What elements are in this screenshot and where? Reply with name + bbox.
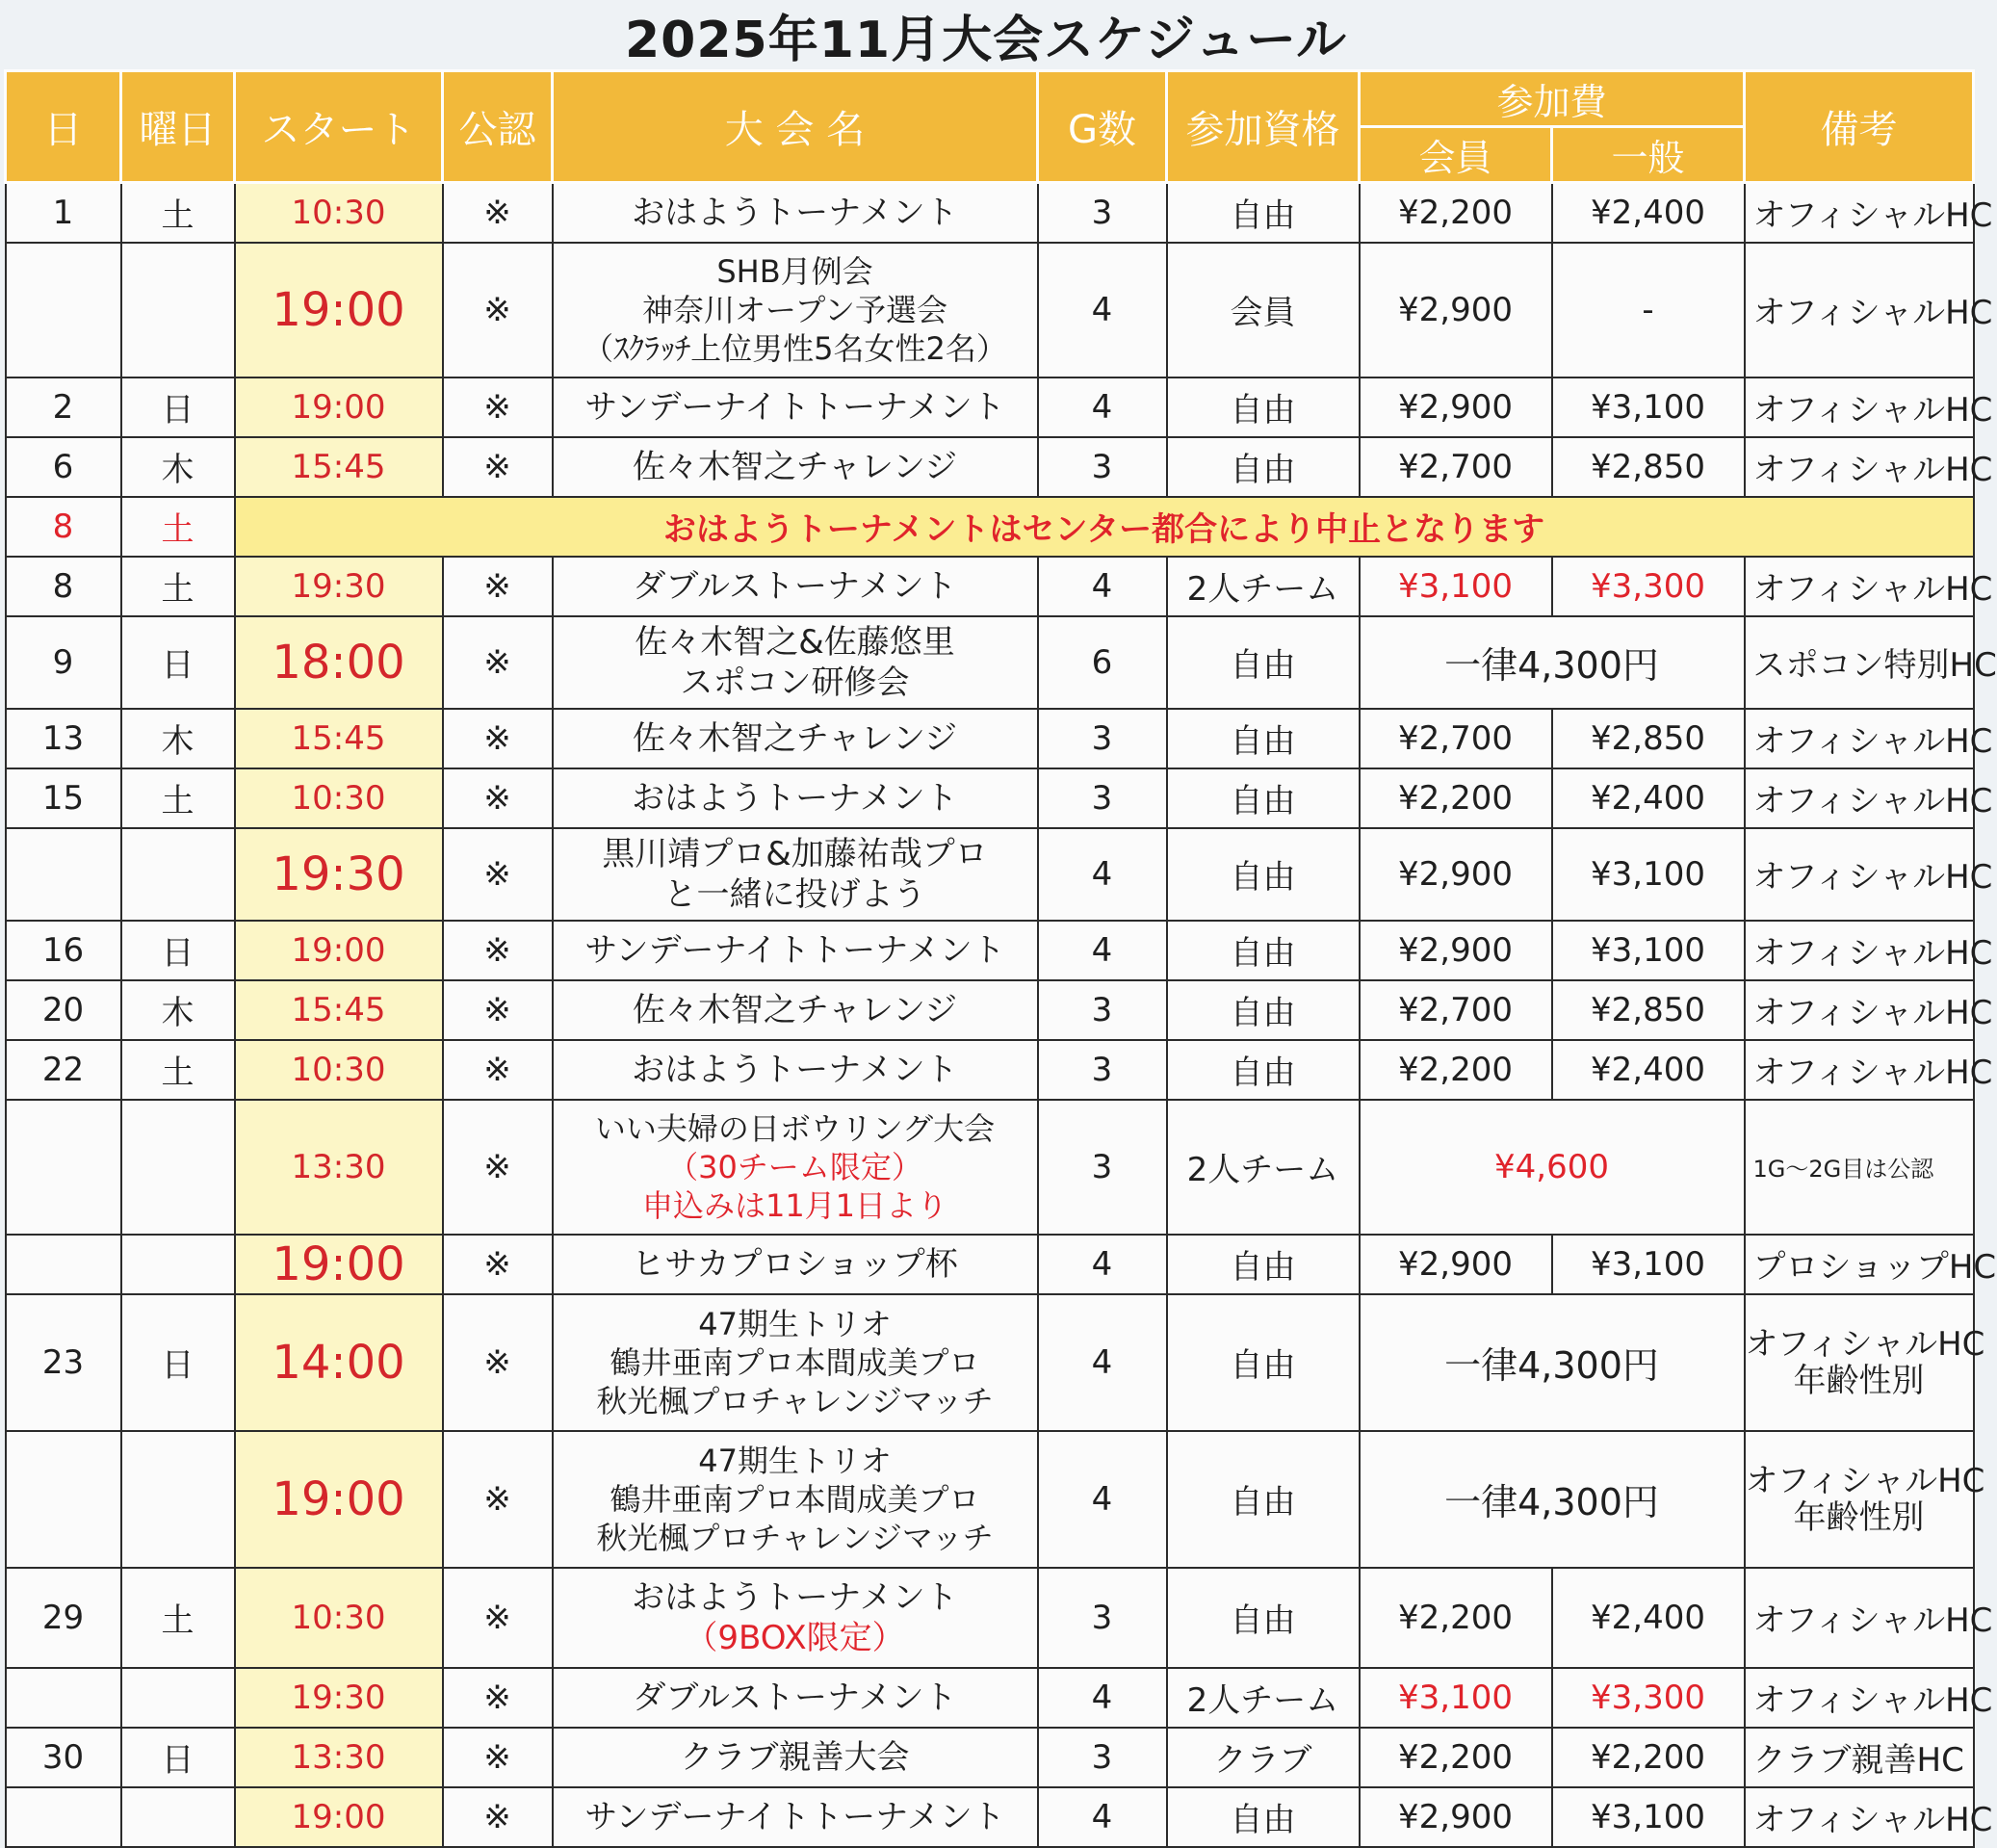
tournament-name-cell: [553, 768, 1038, 828]
note-cell: [1745, 921, 1993, 980]
weekday-cell: 木: [121, 437, 235, 497]
table-row: [6, 1728, 1974, 1787]
fee-general-cell: ¥3,300: [1552, 557, 1745, 616]
tournament-name-line: 秋光楓プロチャレンジマッチ: [596, 1519, 994, 1556]
tournament-name-cell: [553, 1787, 1038, 1847]
note-line: オフィシャルHC: [1752, 722, 1993, 761]
day-cell: 15: [6, 768, 121, 828]
games-cell: 3: [1038, 768, 1167, 828]
eligibility-cell: 2人チーム: [1167, 1668, 1360, 1728]
header-name: 大 会 名: [553, 71, 1038, 183]
games-cell: 3: [1038, 183, 1167, 243]
fee-flat-cell: 一律4,300円: [1360, 1294, 1745, 1431]
note-cell: [1745, 1787, 1993, 1847]
fee-general-cell: -: [1552, 243, 1745, 377]
eligibility-cell: 自由: [1167, 980, 1360, 1040]
games-cell: 4: [1038, 377, 1167, 437]
tournament-name-line: クラブ親善大会: [680, 1737, 910, 1777]
day-cell: [6, 1431, 121, 1568]
eligibility-cell: 自由: [1167, 1568, 1360, 1668]
fee-member-cell: ¥2,200: [1360, 1568, 1552, 1668]
day-cell: 29: [6, 1568, 121, 1668]
start-time-cell: 10:30: [235, 1040, 443, 1100]
tournament-name-line: 鶴井亜南プロ本間成美プロ: [609, 1480, 980, 1518]
eligibility-cell: 自由: [1167, 377, 1360, 437]
tournament-name-line: 佐々木智之チャレンジ: [632, 447, 958, 486]
note-line: オフィシャルHC: [1745, 1324, 1985, 1364]
games-cell: 4: [1038, 1431, 1167, 1568]
note-line: クラブ親善HC: [1752, 1741, 1964, 1780]
eligibility-cell: クラブ: [1167, 1728, 1360, 1787]
eligibility-cell: 2人チーム: [1167, 557, 1360, 616]
eligibility-cell: 会員: [1167, 243, 1360, 377]
header-start: スタート: [235, 71, 443, 183]
table-row: [6, 709, 1974, 768]
tournament-name-cell: [553, 1431, 1038, 1568]
fee-member-cell: ¥2,200: [1360, 768, 1552, 828]
table-row: [6, 1100, 1974, 1235]
start-time-cell: 19:00: [235, 921, 443, 980]
tournament-name-cell: [553, 1100, 1038, 1235]
eligibility-cell: 2人チーム: [1167, 1100, 1360, 1235]
games-cell: 4: [1038, 1235, 1167, 1294]
fee-general-cell: ¥2,850: [1552, 709, 1745, 768]
official-mark-cell: ※: [443, 768, 553, 828]
tournament-name-cell: [553, 980, 1038, 1040]
tournament-name-line: 秋光楓プロチャレンジマッチ: [596, 1382, 994, 1419]
tournament-name-line: 申込みは11月1日より: [641, 1186, 948, 1224]
games-cell: 3: [1038, 1040, 1167, 1100]
eligibility-cell: 自由: [1167, 1431, 1360, 1568]
start-time-cell: 10:30: [235, 768, 443, 828]
official-mark-cell: ※: [443, 243, 553, 377]
tournament-name-cell: [553, 557, 1038, 616]
games-cell: 4: [1038, 1787, 1167, 1847]
day-cell: [6, 1668, 121, 1728]
official-mark-cell: ※: [443, 377, 553, 437]
table-row: [6, 437, 1974, 497]
tournament-name-cell: [553, 1668, 1038, 1728]
note-line: オフィシャルHC: [1752, 1681, 1993, 1720]
schedule-table: [4, 69, 1997, 1848]
note-line: オフィシャルHC: [1752, 294, 1993, 332]
tournament-name-line: 神奈川オープン予選会: [641, 291, 948, 328]
day-cell: 2: [6, 377, 121, 437]
weekday-cell: 日: [121, 921, 235, 980]
start-time-cell: 15:45: [235, 709, 443, 768]
fee-general-cell: ¥2,400: [1552, 1568, 1745, 1668]
weekday-cell: 土: [121, 497, 235, 557]
fee-member-cell: ¥2,900: [1360, 921, 1552, 980]
start-time-cell: 19:30: [235, 1668, 443, 1728]
tournament-name-line: サンデーナイトトーナメント: [584, 930, 1005, 970]
official-mark-cell: ※: [443, 1040, 553, 1100]
official-mark-cell: ※: [443, 1100, 553, 1235]
day-cell: 20: [6, 980, 121, 1040]
tournament-name-line: 佐々木智之&佐藤悠里: [635, 622, 955, 662]
table-row: [6, 1787, 1974, 1847]
note-line: オフィシャルHC: [1752, 196, 1993, 236]
note-line: オフィシャルHC: [1752, 782, 1993, 820]
official-mark-cell: ※: [443, 1668, 553, 1728]
tournament-name-line: と一緒に投げよう: [663, 874, 926, 914]
note-cell: [1745, 1568, 1993, 1668]
note-cell: [1745, 828, 1993, 921]
eligibility-cell: 自由: [1167, 1235, 1360, 1294]
day-cell: 16: [6, 921, 121, 980]
official-mark-cell: ※: [443, 921, 553, 980]
table-row: [6, 497, 1974, 557]
day-cell: 8: [6, 497, 121, 557]
start-time-cell: 19:00: [235, 243, 443, 377]
official-mark-cell: ※: [443, 616, 553, 709]
weekday-cell: 日: [121, 616, 235, 709]
tournament-name-line: （ｽｸﾗｯﾁ上位男性5名女性2名）: [583, 329, 1007, 367]
tournament-name-line: （30チーム限定）: [667, 1148, 922, 1185]
tournament-name-cell: [553, 377, 1038, 437]
note-line: オフィシャルHC: [1752, 934, 1993, 973]
fee-flat-cell: ¥4,600: [1360, 1100, 1745, 1235]
cancel-notice: おはようトーナメントはセンター都合により中止となります: [235, 497, 1974, 557]
official-mark-cell: ※: [443, 437, 553, 497]
table-row: [6, 557, 1974, 616]
weekday-cell: [121, 1787, 235, 1847]
fee-member-cell: ¥2,900: [1360, 377, 1552, 437]
note-cell: [1745, 768, 1993, 828]
tournament-name-line: 47期生トリオ: [698, 1305, 892, 1342]
fee-member-cell: ¥2,700: [1360, 437, 1552, 497]
official-mark-cell: ※: [443, 1728, 553, 1787]
eligibility-cell: 自由: [1167, 1294, 1360, 1431]
day-cell: 6: [6, 437, 121, 497]
note-cell: [1745, 1235, 1997, 1294]
day-cell: 30: [6, 1728, 121, 1787]
day-cell: 13: [6, 709, 121, 768]
fee-general-cell: ¥3,300: [1552, 1668, 1745, 1728]
header-fee-member: 会員: [1360, 127, 1552, 183]
weekday-cell: 日: [121, 1294, 235, 1431]
eligibility-cell: 自由: [1167, 1787, 1360, 1847]
eligibility-cell: 自由: [1167, 768, 1360, 828]
note-cell: [1745, 980, 1993, 1040]
header-fee-general: 一般: [1552, 127, 1745, 183]
note-line: オフィシャルHC: [1752, 1801, 1993, 1839]
note-line: オフィシャルHC: [1752, 858, 1993, 897]
header-fee: 参加費: [1360, 71, 1745, 127]
day-cell: [6, 1235, 121, 1294]
note-line: 年齢性別: [1793, 1361, 1925, 1400]
games-cell: 4: [1038, 921, 1167, 980]
tournament-name-line: 黒川靖プロ&加藤祐哉プロ: [602, 834, 988, 873]
games-cell: 4: [1038, 557, 1167, 616]
note-line: オフィシャルHC: [1752, 451, 1993, 489]
start-time-cell: 10:30: [235, 183, 443, 243]
note-cell: [1745, 1040, 1993, 1100]
fee-general-cell: ¥3,100: [1552, 377, 1745, 437]
official-mark-cell: ※: [443, 980, 553, 1040]
note-line: プロショップHC: [1752, 1248, 1997, 1287]
weekday-cell: [121, 1668, 235, 1728]
fee-member-cell: ¥2,200: [1360, 1728, 1552, 1787]
start-time-cell: 19:30: [235, 828, 443, 921]
games-cell: 3: [1038, 1100, 1167, 1235]
tournament-name-line: 鶴井亜南プロ本間成美プロ: [609, 1343, 980, 1381]
fee-member-cell: ¥2,200: [1360, 183, 1552, 243]
day-cell: [6, 243, 121, 377]
table-row: [6, 377, 1974, 437]
header-weekday: 曜日: [121, 71, 235, 183]
weekday-cell: 土: [121, 183, 235, 243]
note-cell: [1745, 437, 1993, 497]
note-line: オフィシャルHC: [1752, 1054, 1993, 1092]
fee-member-cell: ¥2,900: [1360, 1787, 1552, 1847]
official-mark-cell: ※: [443, 557, 553, 616]
start-time-cell: 19:00: [235, 1787, 443, 1847]
table-row: [6, 1294, 1974, 1431]
day-cell: 23: [6, 1294, 121, 1431]
fee-member-cell: ¥2,900: [1360, 243, 1552, 377]
table-row: [6, 768, 1974, 828]
tournament-name-cell: [553, 921, 1038, 980]
weekday-cell: [121, 1431, 235, 1568]
games-cell: 3: [1038, 709, 1167, 768]
weekday-cell: 木: [121, 709, 235, 768]
tournament-name-line: おはようトーナメント: [632, 193, 958, 232]
fee-flat-cell: 一律4,300円: [1360, 1431, 1745, 1568]
tournament-name-cell: [553, 243, 1038, 377]
table-row: [6, 1568, 1974, 1668]
note-line: スポコン特別HC: [1752, 646, 1997, 685]
note-line: オフィシャルHC: [1752, 994, 1993, 1032]
tournament-name-line: （9BOX限定）: [685, 1618, 905, 1657]
day-cell: [6, 1787, 121, 1847]
start-time-cell: 13:30: [235, 1100, 443, 1235]
tournament-name-cell: [553, 1568, 1038, 1668]
eligibility-cell: 自由: [1167, 1040, 1360, 1100]
day-cell: 1: [6, 183, 121, 243]
tournament-name-line: ダブルストーナメント: [633, 566, 957, 606]
start-time-cell: 19:00: [235, 1235, 443, 1294]
note-cell: [1745, 243, 1993, 377]
tournament-name-line: 佐々木智之チャレンジ: [632, 990, 958, 1029]
games-cell: 3: [1038, 1568, 1167, 1668]
tournament-name-line: SHB月例会: [716, 252, 873, 290]
fee-general-cell: ¥2,850: [1552, 437, 1745, 497]
table-row: [6, 183, 1974, 243]
note-cell: [1745, 709, 1993, 768]
fee-member-cell: ¥2,900: [1360, 1235, 1552, 1294]
official-mark-cell: ※: [443, 1235, 553, 1294]
table-row: [6, 828, 1974, 921]
note-cell: [1745, 1728, 1974, 1787]
day-cell: [6, 828, 121, 921]
note-line: オフィシャルHC: [1752, 391, 1993, 429]
weekday-cell: 日: [121, 1728, 235, 1787]
weekday-cell: [121, 1235, 235, 1294]
table-row: [6, 1431, 1974, 1568]
tournament-name-line: サンデーナイトトーナメント: [584, 387, 1005, 427]
start-time-cell: 15:45: [235, 437, 443, 497]
header-note: 備考: [1745, 71, 1974, 183]
tournament-name-line: おはようトーナメント: [632, 778, 958, 818]
eligibility-cell: 自由: [1167, 921, 1360, 980]
start-time-cell: 19:00: [235, 377, 443, 437]
note-cell: [1745, 1100, 1974, 1235]
weekday-cell: 日: [121, 377, 235, 437]
start-time-cell: 14:00: [235, 1294, 443, 1431]
tournament-name-cell: [553, 828, 1038, 921]
note-cell: [1745, 1668, 1993, 1728]
note-cell: [1745, 616, 1997, 709]
tournament-name-cell: [553, 1235, 1038, 1294]
tournament-name-cell: [553, 616, 1038, 709]
tournament-name-line: サンデーナイトトーナメント: [584, 1797, 1005, 1836]
header-games: G数: [1038, 71, 1167, 183]
start-time-cell: 15:45: [235, 980, 443, 1040]
fee-general-cell: ¥2,400: [1552, 183, 1745, 243]
day-cell: 8: [6, 557, 121, 616]
eligibility-cell: 自由: [1167, 183, 1360, 243]
tournament-name-line: いい夫婦の日ボウリング大会: [594, 1109, 996, 1147]
start-time-cell: 10:30: [235, 1568, 443, 1668]
fee-general-cell: ¥2,400: [1552, 1040, 1745, 1100]
tournament-name-line: ヒサカプロショップ杯: [632, 1244, 958, 1284]
games-cell: 3: [1038, 980, 1167, 1040]
eligibility-cell: 自由: [1167, 709, 1360, 768]
note-line: 1G～2G目は公認: [1752, 1156, 1934, 1183]
note-line: オフィシャルHC: [1745, 1461, 1985, 1500]
table-row: [6, 1668, 1974, 1728]
table-row: [6, 1040, 1974, 1100]
weekday-cell: [121, 243, 235, 377]
fee-member-cell: ¥2,700: [1360, 709, 1552, 768]
games-cell: 3: [1038, 1728, 1167, 1787]
official-mark-cell: ※: [443, 828, 553, 921]
weekday-cell: 土: [121, 1568, 235, 1668]
weekday-cell: 木: [121, 980, 235, 1040]
day-cell: [6, 1100, 121, 1235]
fee-general-cell: ¥2,200: [1552, 1728, 1745, 1787]
table-row: [6, 1235, 1974, 1294]
note-cell: [1745, 557, 1993, 616]
weekday-cell: 土: [121, 768, 235, 828]
fee-flat-cell: 一律4,300円: [1360, 616, 1745, 709]
fee-member-cell: ¥2,200: [1360, 1040, 1552, 1100]
note-line: 年齢性別: [1793, 1497, 1925, 1537]
tournament-name-line: おはようトーナメント: [632, 1577, 958, 1617]
eligibility-cell: 自由: [1167, 616, 1360, 709]
fee-member-cell: ¥3,100: [1360, 1668, 1552, 1728]
table-row: [6, 921, 1974, 980]
note-cell: [1745, 183, 1993, 243]
note-cell: [1745, 377, 1993, 437]
note-line: オフィシャルHC: [1752, 1601, 1993, 1640]
fee-general-cell: ¥3,100: [1552, 1235, 1745, 1294]
eligibility-cell: 自由: [1167, 828, 1360, 921]
tournament-name-line: スポコン研修会: [680, 663, 910, 702]
fee-general-cell: ¥2,850: [1552, 980, 1745, 1040]
official-mark-cell: ※: [443, 1568, 553, 1668]
note-cell: [1745, 1431, 1985, 1568]
games-cell: 4: [1038, 828, 1167, 921]
table-row: [6, 980, 1974, 1040]
tournament-name-line: ダブルストーナメント: [633, 1678, 957, 1717]
tournament-name-cell: [553, 437, 1038, 497]
official-mark-cell: ※: [443, 1294, 553, 1431]
fee-member-cell: ¥2,700: [1360, 980, 1552, 1040]
weekday-cell: [121, 1100, 235, 1235]
games-cell: 4: [1038, 1668, 1167, 1728]
day-cell: 22: [6, 1040, 121, 1100]
fee-general-cell: ¥3,100: [1552, 921, 1745, 980]
tournament-name-line: 佐々木智之チャレンジ: [632, 718, 958, 758]
tournament-name-cell: [553, 1294, 1038, 1431]
tournament-name-cell: [553, 1728, 1038, 1787]
note-line: オフィシャルHC: [1752, 570, 1993, 609]
games-cell: 4: [1038, 1294, 1167, 1431]
tournament-name-cell: [553, 183, 1038, 243]
start-time-cell: 18:00: [235, 616, 443, 709]
tournament-name-line: 47期生トリオ: [698, 1442, 892, 1479]
fee-member-cell: ¥3,100: [1360, 557, 1552, 616]
fee-general-cell: ¥3,100: [1552, 828, 1745, 921]
header-official: 公認: [443, 71, 553, 183]
tournament-name-cell: [553, 709, 1038, 768]
day-cell: 9: [6, 616, 121, 709]
start-time-cell: 19:30: [235, 557, 443, 616]
games-cell: 4: [1038, 243, 1167, 377]
weekday-cell: 土: [121, 557, 235, 616]
table-row: [6, 616, 1974, 709]
header-eligibility: 参加資格: [1167, 71, 1360, 183]
table-row: [6, 243, 1974, 377]
games-cell: 6: [1038, 616, 1167, 709]
tournament-name-line: おはようトーナメント: [632, 1050, 958, 1089]
weekday-cell: 土: [121, 1040, 235, 1100]
official-mark-cell: ※: [443, 1787, 553, 1847]
tournament-name-cell: [553, 1040, 1038, 1100]
official-mark-cell: ※: [443, 709, 553, 768]
fee-general-cell: ¥2,400: [1552, 768, 1745, 828]
weekday-cell: [121, 828, 235, 921]
fee-general-cell: ¥3,100: [1552, 1787, 1745, 1847]
games-cell: 3: [1038, 437, 1167, 497]
fee-member-cell: ¥2,900: [1360, 828, 1552, 921]
start-time-cell: 19:00: [235, 1431, 443, 1568]
eligibility-cell: 自由: [1167, 437, 1360, 497]
official-mark-cell: ※: [443, 183, 553, 243]
start-time-cell: 13:30: [235, 1728, 443, 1787]
header-day: 日: [6, 71, 121, 183]
note-cell: [1745, 1294, 1985, 1431]
official-mark-cell: ※: [443, 1431, 553, 1568]
page-title: 2025年11月大会スケジュール: [625, 11, 1347, 69]
